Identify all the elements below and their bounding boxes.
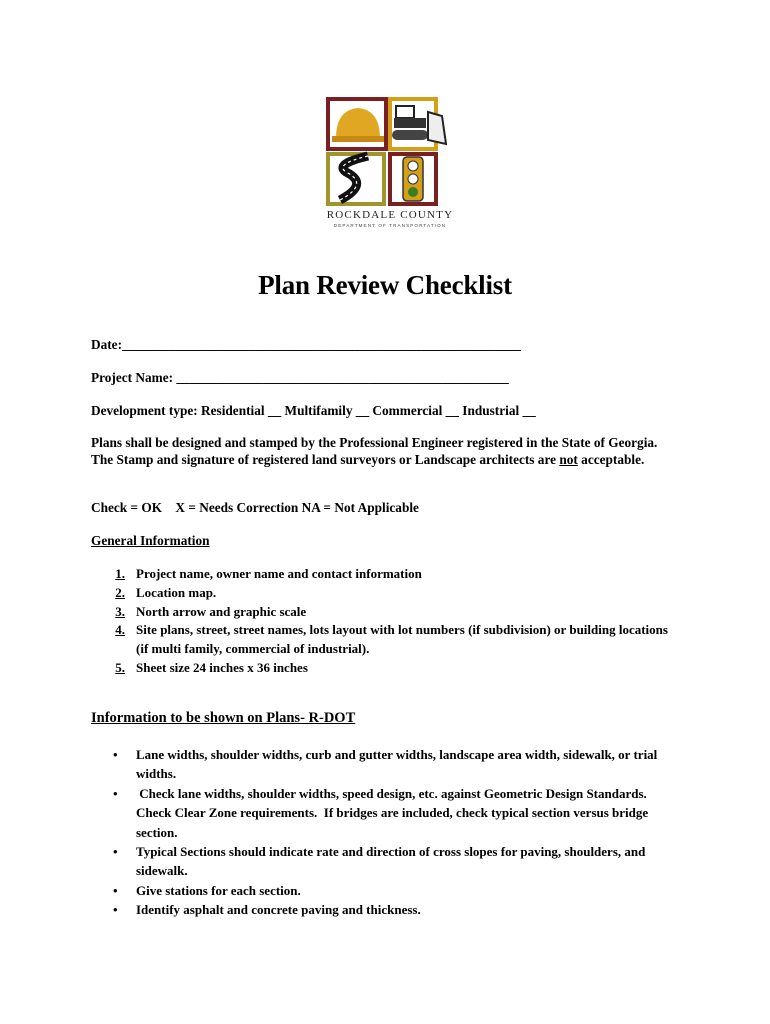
- stamp-notice-text-after: acceptable.: [577, 452, 645, 467]
- list-item: [91, 842, 681, 881]
- list-item-text: Sheet size 24 inches x 36 inches: [136, 659, 308, 675]
- rdot-heading: Information to be shown on Plans- R-DOT: [91, 710, 356, 726]
- date-field[interactable]: Date:____________________________________________________________: [91, 337, 521, 352]
- list-item-number: 4.: [115, 622, 125, 638]
- traffic-light-icon: [403, 157, 423, 201]
- list-item-text: Check lane widths, shoulder widths, speed design, etc. against Geometric Design Standards. Check Clear Zone requirements. If bridges are included, check typical section versus bridge section.: [136, 785, 654, 840]
- bullet: •: [113, 785, 118, 801]
- general-information-heading: General Information: [91, 533, 210, 548]
- project-name-field[interactable]: Project Name: __________________________________________________: [91, 370, 509, 385]
- list-item-text: Give stations for each section.: [136, 882, 301, 898]
- list-item: [91, 621, 671, 659]
- list-item-text: Identify asphalt and concrete paving and thickness.: [136, 902, 421, 918]
- check-legend: Check = OK X = Needs Correction NA = Not Applicable: [91, 500, 419, 515]
- general-information-list: [91, 565, 671, 678]
- stamp-notice-text-before: Plans shall be designed and stamped by the Professional Engineer registered in the State of Georgia. The Stamp and signature of registered land surveyors or Landscape architects are: [91, 435, 658, 467]
- bullet: •: [113, 747, 118, 762]
- logo-dept-name: DEPARTMENT OF TRANSPORTATION: [333, 223, 447, 228]
- list-item: [91, 565, 671, 584]
- bullet: •: [113, 902, 118, 918]
- list-item-text: North arrow and graphic scale: [136, 603, 307, 619]
- bullet: •: [113, 882, 118, 898]
- development-type-field[interactable]: Development type: Residential __ Multifamily __ Commercial __ Industrial __: [91, 403, 536, 418]
- list-item: [91, 745, 681, 784]
- list-item-text: Typical Sections should indicate rate and direction of cross slopes for paving, shoulders, and sidewalk.: [136, 844, 646, 879]
- list-item-text: Site plans, street, street names, lots layout with lot numbers (if subdivision) or building locations (if multi family, commercial of industrial).: [136, 622, 668, 657]
- rdot-list: [91, 745, 681, 920]
- stamp-notice-emphasis: not: [559, 452, 578, 467]
- list-item: [91, 584, 671, 603]
- rockdale-county-dot-logo: [310, 94, 470, 229]
- hard-hat-icon: [336, 108, 380, 138]
- bullet: •: [113, 844, 118, 860]
- page-title: Plan Review Checklist: [258, 270, 512, 300]
- list-item-number: 2.: [115, 584, 125, 600]
- list-item-number: 1.: [115, 566, 125, 581]
- logo-graphic: [310, 94, 470, 229]
- hard-hat-brim: [332, 136, 384, 142]
- list-item: [91, 659, 671, 678]
- list-item: [91, 881, 681, 900]
- list-item-text: Location map.: [136, 584, 217, 600]
- list-item-number: 3.: [115, 603, 125, 619]
- list-item-text: Lane widths, shoulder widths, curb and gutter widths, landscape area width, sidewalk, or trial widths.: [136, 747, 658, 782]
- list-item-number: 5.: [115, 659, 125, 675]
- logo-org-name: ROCKDALE COUNTY: [326, 209, 454, 221]
- stamp-notice: [91, 434, 671, 468]
- list-item-text: Project name, owner name and contact information: [136, 566, 422, 581]
- list-item: [91, 603, 671, 622]
- list-item: [91, 784, 681, 842]
- list-item: [91, 900, 681, 919]
